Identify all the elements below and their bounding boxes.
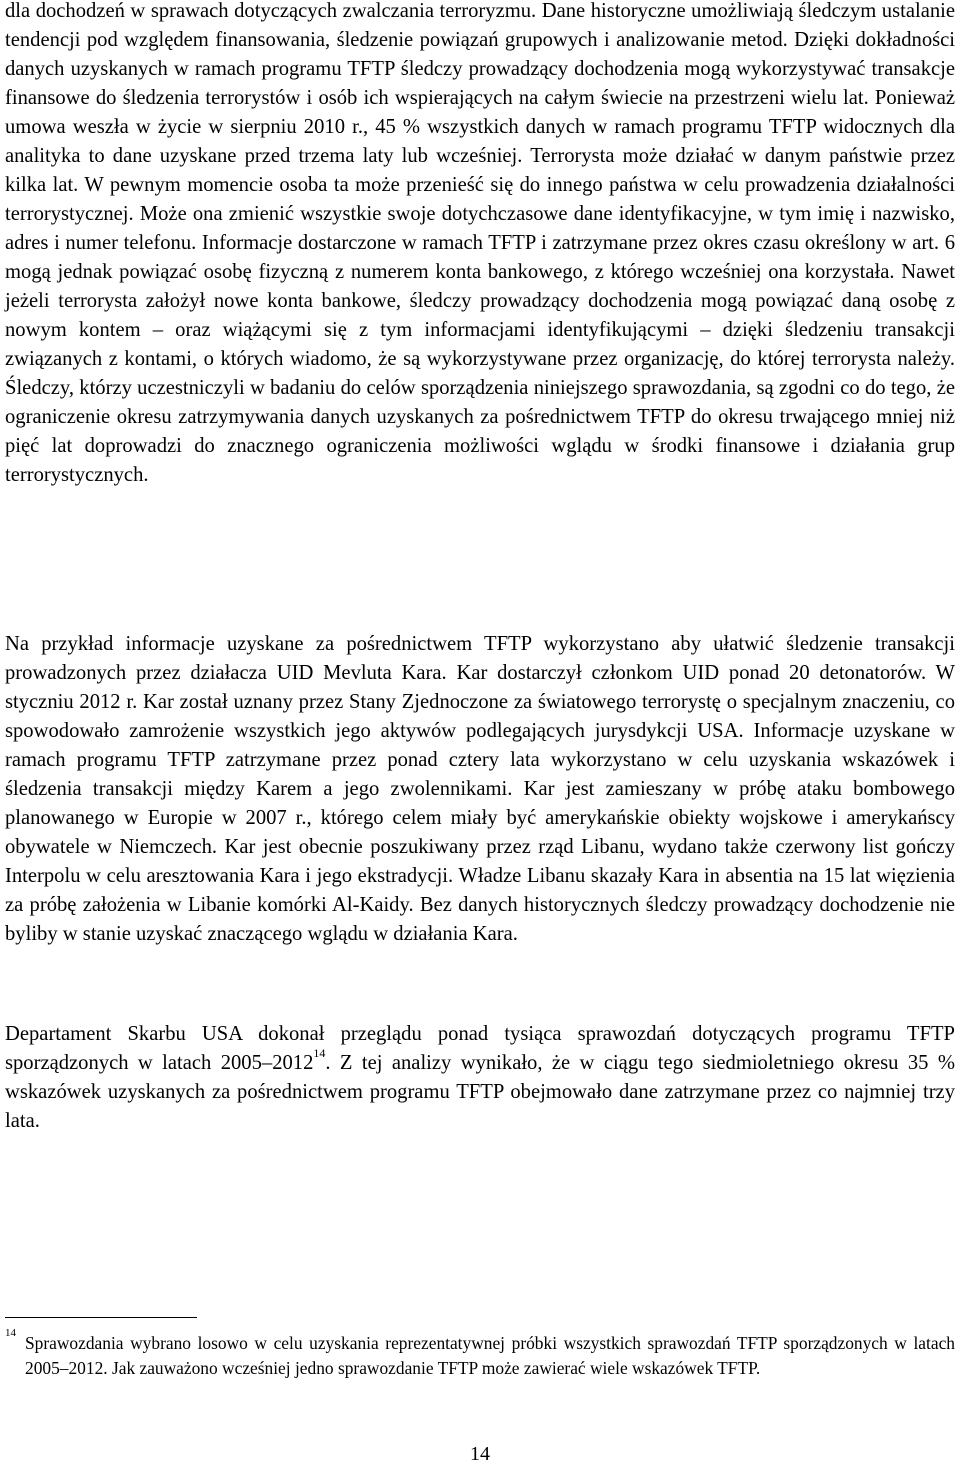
footnote-text: Sprawozdania wybrano losowo w celu uzyskania reprezentatywnej próbki wszystkich sprawozdań TFTP sporządzonych w latach 2005–2012. Jak zauważono wcześniej jedno sprawozdanie TFTP może zawierać wiele wskazówek TFTP.: [25, 1333, 955, 1378]
footnote-separator: [5, 1317, 197, 1318]
page-number: 14: [470, 1443, 490, 1465]
footnote: [5, 1327, 955, 1381]
footnote-number: 14: [5, 1327, 16, 1339]
paragraph-3-text-end: . Z tej analizy wynikało, że w ciągu tego siedmioletniego okresu 35 % wskazówek uzyskanych za pośrednictwem programu TFTP obejmowało dane zatrzymane przez co najmniej trzy lata.: [5, 1052, 955, 1132]
body-paragraph-3: [5, 1020, 955, 1136]
body-paragraph-2: Na przykład informacje uzyskane za pośrednictwem TFTP wykorzystano aby ułatwić śledzenie transakcji prowadzonych przez działacza UID Mevluta Kara. Kar dostarczył członkom UID ponad 20 detonatorów. W styczniu 2012 r. Kar został uznany przez Stany Zjednoczone za światowego terrorystę o specjalnym znaczeniu, co spowodowało zamrożenie wszystkich jego aktywów podlegających jurysdykcji USA. Informacje uzyskane w ramach programu TFTP zatrzymane przez ponad cztery lata wykorzystano w celu uzyskania wskazówek i śledzenia transakcji między Karem a jego zwolennikami. Kar jest zamieszany w próbę ataku bombowego planowanego w Europie w 2007 r., którego celem miały być amerykańskie obiekty wojskowe i amerykańscy obywatele w Niemczech. Kar jest obecnie poszukiwany przez rząd Libanu, wydano także czerwony list gończy Interpolu w celu aresztowania Kara i jego ekstradycji. Władze Libanu skazały Kara in absentia na 15 lat więzienia za próbę założenia w Libanie komórki Al-Kaidy. Bez danych historycznych śledczy prowadzący dochodzenie nie byliby w stanie uzyskać znaczącego wglądu w działania Kara.: [5, 633, 955, 945]
paragraph-3-text-start: Departament Skarbu USA dokonał przeglądu ponad tysiąca sprawozdań dotyczących programu TFTP sporządzonych w latach 2005–2012: [5, 1023, 955, 1074]
body-paragraph-1: dla dochodzeń w sprawach dotyczących zwalczania terroryzmu. Dane historyczne umożliwiają śledczym ustalanie tendencji pod względem finansowania, śledzenie powiązań grupowych i analizowanie metod. Dzięki dokładności danych uzyskanych w ramach programu TFTP śledczy prowadzący dochodzenia mogą wykorzystywać transakcje finansowe do śledzenia terrorystów i osób ich wspierających na całym świecie na przestrzeni wielu lat. Ponieważ umowa weszła w życie w sierpniu 2010 r., 45 % wszystkich danych w ramach programu TFTP widocznych dla analityka to dane uzyskane przed trzema laty lub wcześniej. Terrorysta może działać w danym państwie przez kilka lat. W pewnym momencie osoba ta może przenieść się do innego państwa w celu prowadzenia działalności terrorystycznej. Może ona zmienić wszystkie swoje dotychczasowe dane identyfikacyjne, w tym imię i nazwisko, adres i numer telefonu. Informacje dostarczone w ramach TFTP i zatrzymane przez okres czasu określony w art. 6 mogą jednak powiązać osobę fizyczną z numerem konta bankowego, z którego wcześniej ona korzystała. Nawet jeżeli terrorysta założył nowe konta bankowe, śledczy prowadzący dochodzenia mogą powiązać daną osobę z nowym kontem – oraz wiążącymi się z tym informacjami identyfikującymi – dzięki śledzeniu transakcji związanych z kontami, o których wiadomo, że są wykorzystywane przez organizację, do której terrorysta należy. Śledczy, którzy uczestniczyli w badaniu do celów sporządzenia niniejszego sprawozdania, są zgodni co do tego, że ograniczenie okresu zatrzymywania danych uzyskanych za pośrednictwem TFTP do okresu trwającego mniej niż pięć lat doprowadzi do znacznego ograniczenia możliwości wglądu w środki finansowe i działania grup terrorystycznych.: [5, 0, 955, 486]
document-page: [5, 0, 955, 1468]
footnote-reference: 14: [313, 1046, 326, 1060]
